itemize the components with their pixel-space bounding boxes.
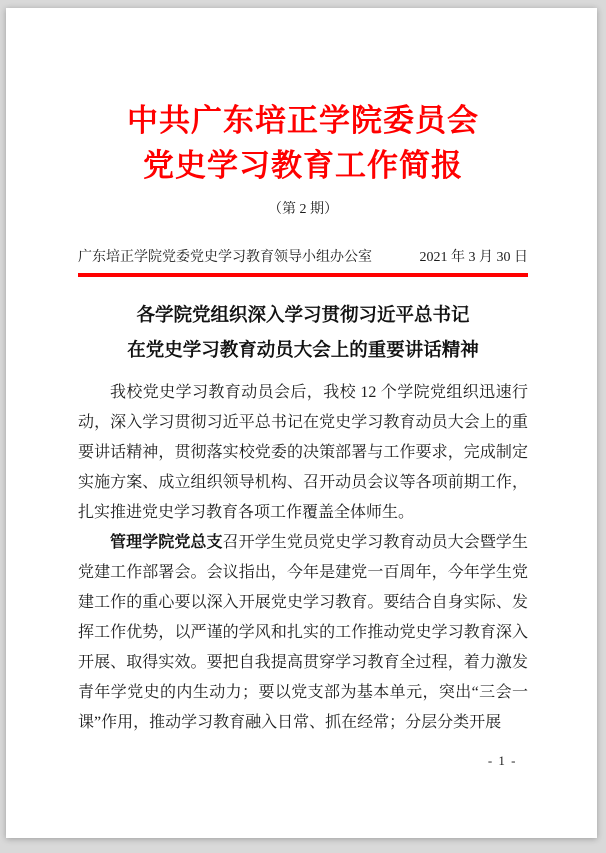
paragraph-2-lead: 管理学院党总支: [110, 534, 223, 551]
paragraph-2-text: 召开学生党员党史学习教育动员大会暨学生党建工作部署会。会议指出，今年是建党一百周年，今年学生党建工作的重心要以深入开展党史学习教育。要结合自身实际、发挥工作优势，以严谨的学风和扎实的工作推动党史学习教育深入开展、取得实效。要把自我提高贯穿学习教育全过程，着力激发青年学党史的内生动力；要以党支部为基本单元，突出“三会一课”作用，推动学习教育融入日常、抓在经常；分层分类开展: [78, 534, 528, 731]
paragraph-2: [78, 528, 528, 738]
paragraph-1: [78, 378, 528, 528]
document-title-line-1: 中共广东培正学院委员会: [127, 103, 479, 138]
document-content: [6, 8, 597, 738]
document-title: [78, 98, 528, 188]
document-title-line-2: 党史学习教育工作简报: [143, 148, 463, 183]
issue-date-label: 2021 年 3 月 30 日: [419, 250, 528, 265]
paragraph-1-text: 我校党史学习教育动员会后，我校 12 个学院党组织迅速行动，深入学习贯彻习近平总书记在党史学习教育动员大会上的重要讲话精神，贯彻落实校党委的决策部署与工作要求，完成制定实施方案、成立组织领导机构、召开动员会议等各项前期工作，扎实推进党史学习教育各项工作覆盖全体师生。: [78, 384, 528, 521]
red-divider-rule: [78, 273, 528, 277]
document-page: [6, 8, 597, 838]
meta-row: [78, 246, 528, 266]
article-headline-line-2: 在党史学习教育动员大会上的重要讲话精神: [127, 339, 479, 360]
article-headline-line-1: 各学院党组织深入学习贯彻习近平总书记: [136, 304, 470, 325]
issue-number-label: （第 2 期）: [268, 202, 338, 217]
issuer-office-label: 广东培正学院党委党史学习教育领导小组办公室: [78, 250, 372, 265]
article-headline: [78, 297, 528, 367]
article-body: [78, 378, 528, 738]
page-number: - 1 -: [487, 753, 517, 768]
